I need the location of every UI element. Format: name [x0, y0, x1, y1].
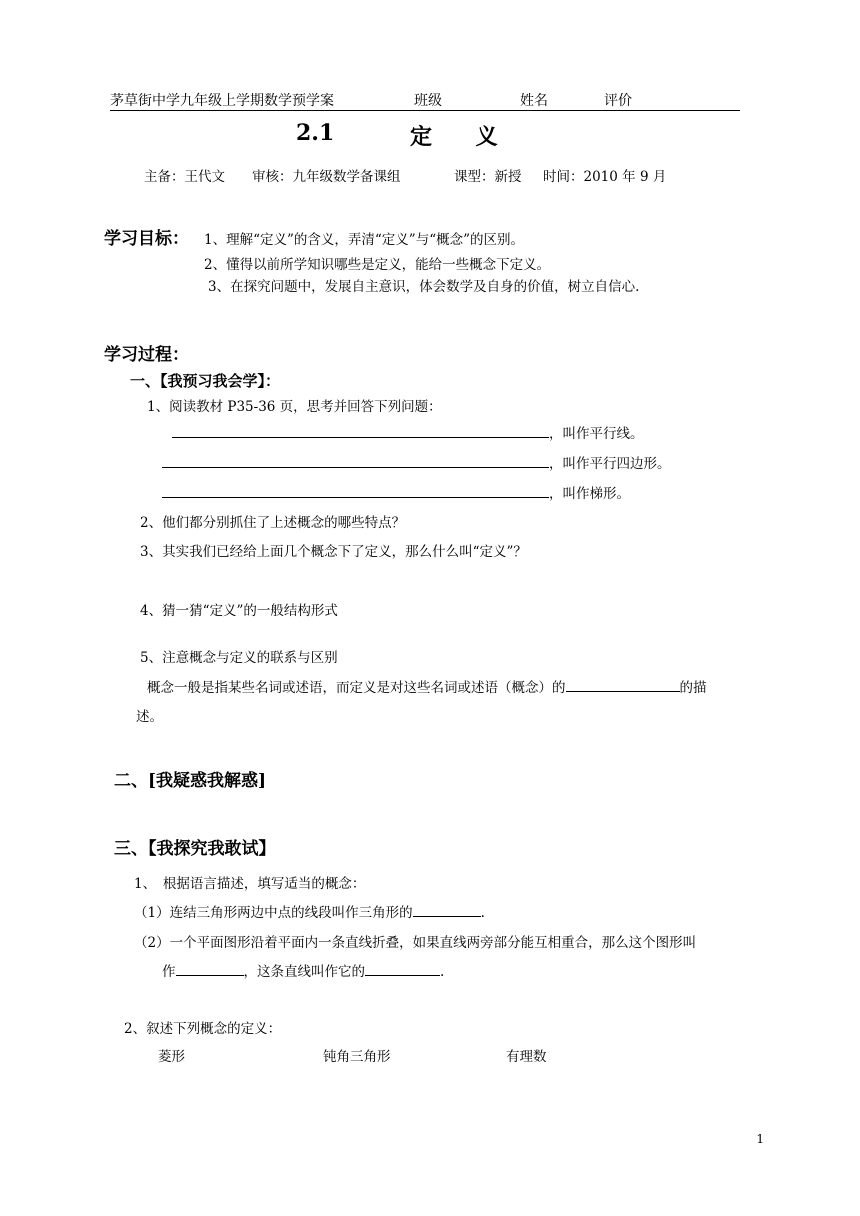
goals-heading: 学习目标：: [104, 229, 189, 249]
part3-q1-2-cont: [162, 960, 444, 980]
meta-author: 主备：王代文: [144, 169, 225, 185]
meta-reviewer: 审核：九年级数学备课组: [252, 169, 401, 185]
goal-item-3: 3、在探究问题中，发展自主意识，体会数学及自身的价值，树立自信心.: [208, 279, 640, 295]
answer-blank[interactable]: [176, 960, 244, 976]
process-heading: 学习过程：: [104, 345, 189, 365]
fill-line-trapezoid: [162, 482, 630, 502]
part3-heading: 三、【我探究我敢试】: [114, 839, 276, 859]
part3-question-1: 1、 根据语言描述，填写适当的概念：: [134, 876, 366, 892]
part1-question-5: 5、注意概念与定义的联系与区别: [140, 650, 338, 666]
q1-1-text: （1）连结三角形两边中点的线段叫作三角形的: [134, 905, 413, 921]
fill-suffix-trapezoid: ，叫作梯形。: [549, 486, 630, 502]
answer-blank[interactable]: [365, 960, 440, 976]
answer-blank[interactable]: [566, 676, 680, 692]
part1-q5-statement: [147, 676, 707, 696]
part1-question-1: 1、阅读教材 P35-36 页，思考并回答下列问题：: [147, 399, 442, 415]
q5-text-a: 概念一般是指某些名词或述语，而定义是对这些名词或述语（概念）的: [147, 680, 566, 696]
meta-type: 课型：新授: [454, 169, 522, 185]
q1-1-end: .: [480, 905, 485, 921]
meta-time: 时间：2010 年 9 月: [543, 169, 667, 185]
part1-question-2: 2、他们都分别抓住了上述概念的哪些特点？: [140, 515, 406, 531]
concept-obtuse-triangle: 钝角三角形: [323, 1049, 391, 1065]
q1-2-c: ，这条直线叫作它的: [243, 964, 365, 980]
class-label: 班级: [414, 93, 442, 109]
part1-heading: 一、【我预习我会学】：: [130, 372, 281, 390]
fill-suffix-parallelogram: ，叫作平行四边形。: [549, 456, 671, 472]
goal-item-1: 1、理解“定义”的含义，弄清“定义”与“概念”的区别。: [204, 232, 524, 248]
goal-item-2: 2、懂得以前所学知识哪些是定义，能给一些概念下定义。: [204, 257, 551, 273]
part3-q1-1: [134, 901, 485, 921]
fill-suffix-parallel: ，叫作平行线。: [549, 426, 644, 442]
part3-q1-2: （2）一个平面图形沿着平面内一条直线折叠，如果直线两旁部分能互相重合，那么这个图形叫: [134, 935, 697, 951]
answer-blank[interactable]: [172, 422, 549, 438]
part3-question-2: 2、叙述下列概念的定义：: [124, 1021, 282, 1037]
concept-rational-number: 有理数: [506, 1049, 547, 1065]
school-name: 茅草街中学九年级上学期数学预学案: [110, 93, 334, 109]
fill-line-parallel: [172, 422, 644, 442]
eval-label: 评价: [604, 93, 632, 109]
q1-2-b: 作: [162, 964, 176, 980]
q5-text-b: 的描: [679, 680, 707, 696]
answer-blank[interactable]: [413, 901, 481, 917]
q5-text-c: 述。: [136, 709, 163, 725]
q1-2-d: .: [440, 964, 445, 980]
fill-line-parallelogram: [162, 452, 671, 472]
part2-heading: 二、[我疑惑我解惑]: [114, 771, 267, 791]
page-number: 1: [756, 1132, 764, 1146]
answer-blank[interactable]: [162, 482, 549, 498]
part1-question-3: 3、其实我们已经给上面几个概念下了定义，那么什么叫“定义”？: [140, 544, 527, 560]
part1-question-4: 4、猜一猜“定义”的一般结构形式: [140, 603, 338, 619]
lesson-title: 定 义: [410, 124, 516, 150]
lesson-number: 2.1: [296, 120, 335, 146]
name-label: 姓名: [520, 93, 548, 109]
document-header: [110, 90, 740, 111]
concept-rhombus: 菱形: [158, 1049, 185, 1065]
answer-blank[interactable]: [162, 452, 549, 468]
